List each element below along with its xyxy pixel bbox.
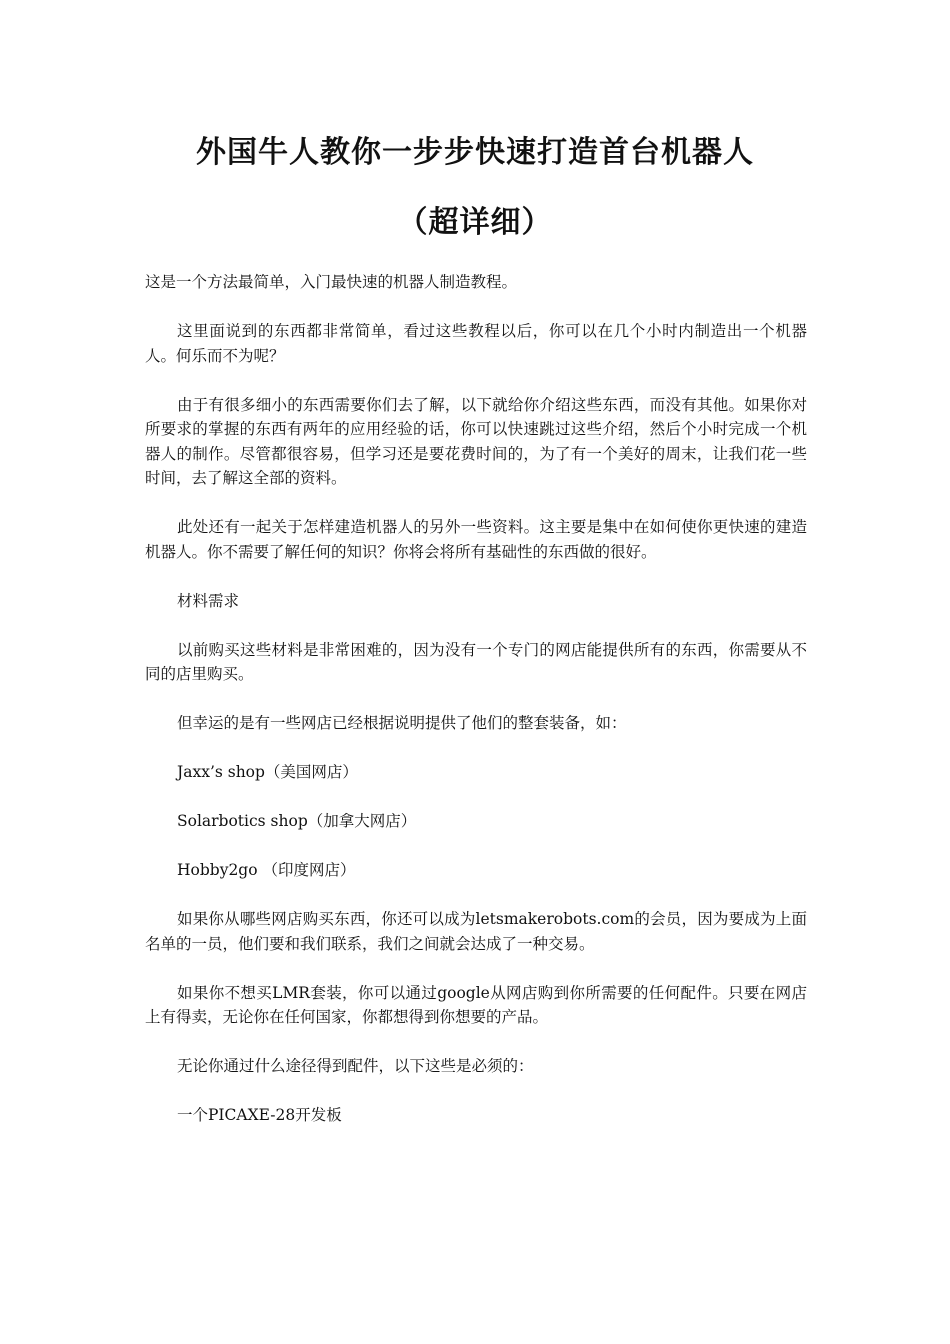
- paragraph: 如果你不想买LMR套装，你可以通过google从网店购到你所需要的任何配件。只要在网店上有得卖，无论你在任何国家，你都想得到你想要的产品。: [145, 983, 807, 1026]
- document-title: 外国牛人教你一步步快速打造首台机器人: [196, 135, 754, 170]
- shop-list-item: Hobby2go （印度网店）: [177, 861, 356, 879]
- section-heading-materials: 材料需求: [177, 591, 240, 610]
- paragraph: 以前购买这些材料是非常困难的，因为没有一个专门的网店能提供所有的东西，你需要从不同的店里购买。: [145, 640, 807, 683]
- paragraph: 但幸运的是有一些网店已经根据说明提供了他们的整套装备，如：: [177, 714, 627, 732]
- document-body: [145, 270, 807, 1152]
- paragraph: 无论你通过什么途径得到配件，以下这些是必须的：: [177, 1057, 534, 1075]
- document-subtitle: （超详细）: [397, 205, 553, 240]
- paragraph: 这是一个方法最简单，入门最快速的机器人制造教程。: [145, 273, 518, 291]
- paragraph: 这里面说到的东西都非常简单，看过这些教程以后，你可以在几个小时内制造出一个机器人。何乐而不为呢？: [145, 322, 807, 365]
- paragraph: 由于有很多细小的东西需要你们去了解，以下就给你介绍这些东西，而没有其他。如果你对所要求的掌握的东西有两年的应用经验的话，你可以快速跳过这些介绍，然后个小时完成一个机器人的制作。尽管都很容易，但学习还是要花费时间的，为了有一个美好的周末，让我们花一些时间，去了解这全部的资料。: [145, 395, 807, 487]
- paragraph: 如果你从哪些网店购买东西，你还可以成为letsmakerobots.com的会员，因为要成为上面名单的一员，他们要和我们联系，我们之间就会达成了一种交易。: [145, 910, 807, 953]
- required-item: 一个PICAXE-28开发板: [177, 1106, 342, 1124]
- shop-list-item: Solarbotics shop（加拿大网店）: [177, 812, 417, 830]
- shop-list-item: Jaxx’s shop（美国网店）: [177, 763, 358, 781]
- paragraph: 此处还有一起关于怎样建造机器人的另外一些资料。这主要是集中在如何使你更快速的建造机器人。你不需要了解任何的知识？你将会将所有基础性的东西做的很好。: [145, 518, 807, 561]
